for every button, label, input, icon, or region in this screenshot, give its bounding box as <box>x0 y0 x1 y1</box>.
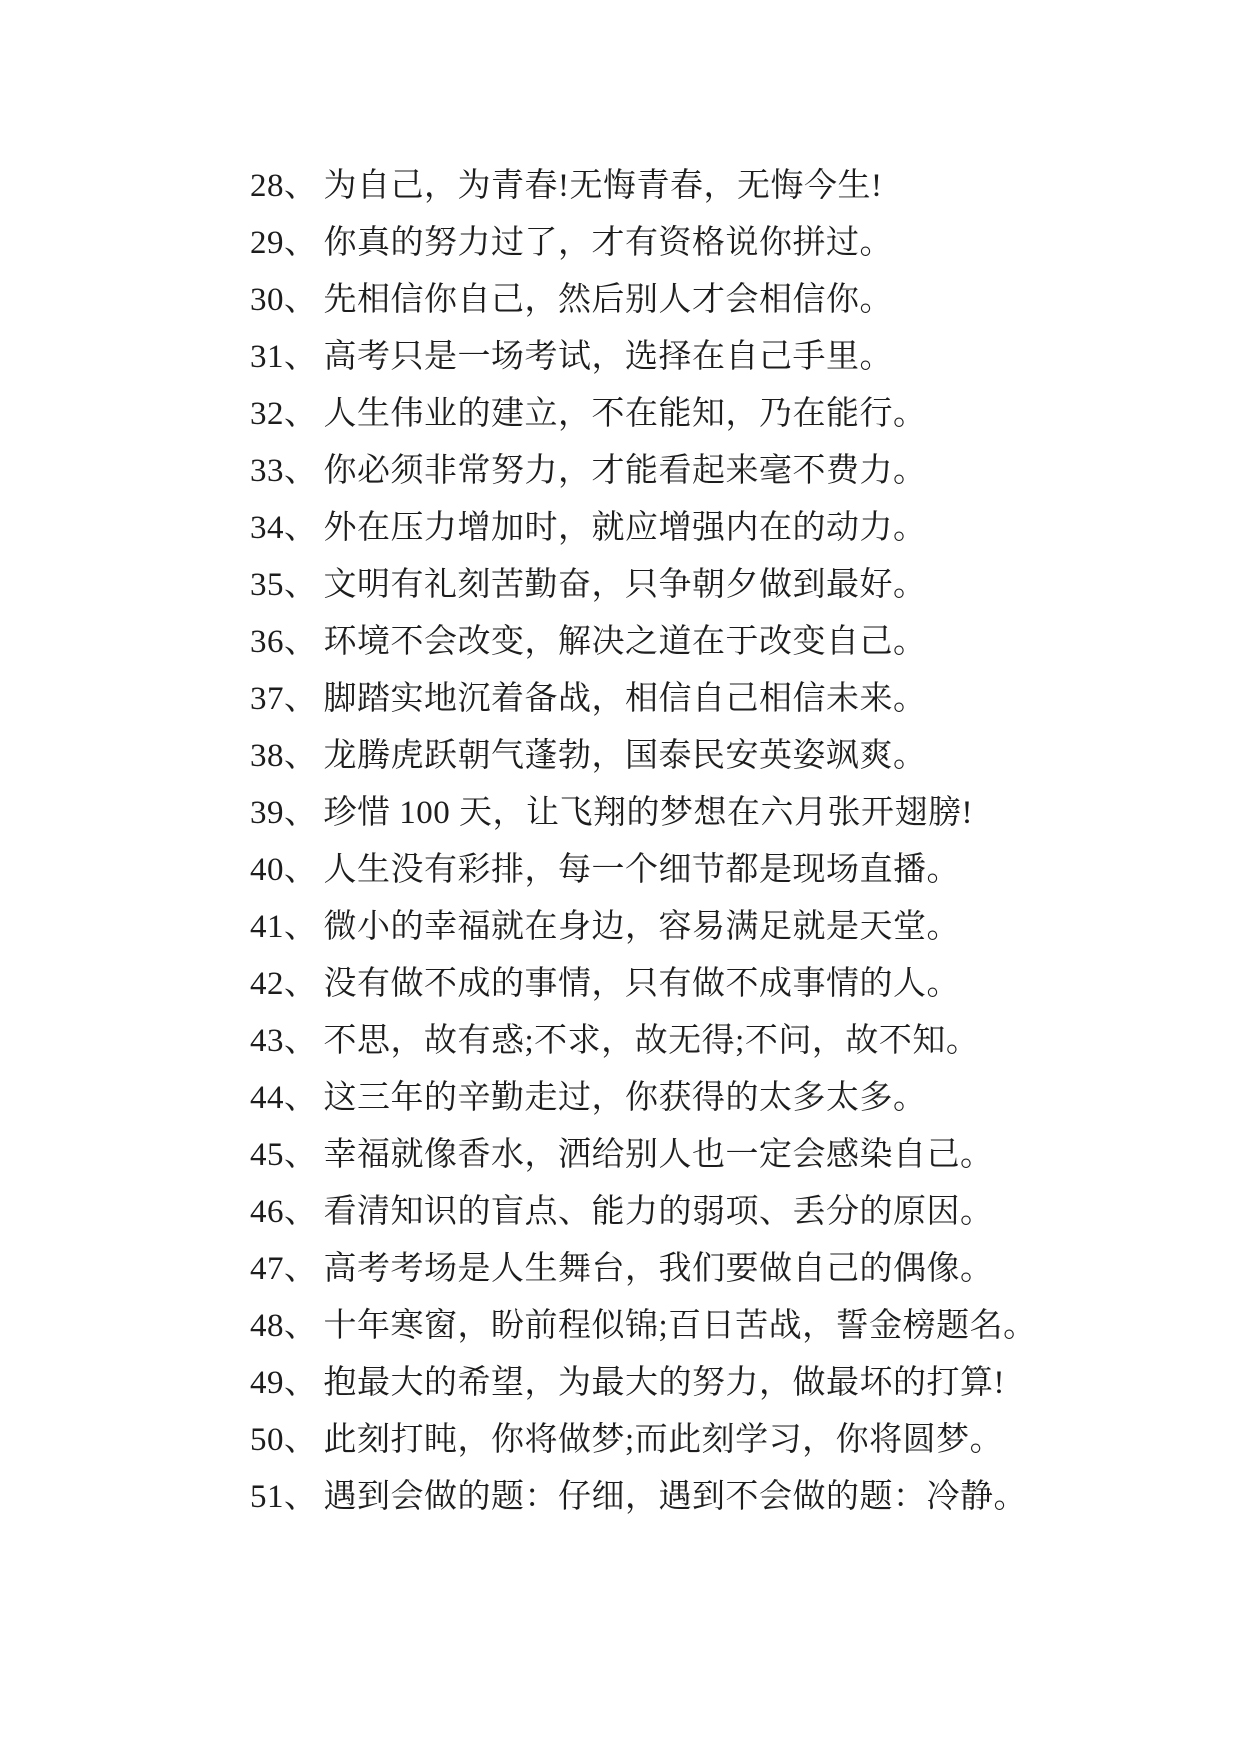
item-number: 45、 <box>250 1137 318 1173</box>
item-text: 先相信你自己，然后别人才会相信你。 <box>323 282 893 318</box>
list-item <box>250 1412 1121 1469</box>
item-number: 44、 <box>250 1080 318 1116</box>
list-item <box>250 1469 1121 1526</box>
list-item <box>250 1070 1121 1127</box>
item-number: 29、 <box>250 225 318 261</box>
item-number: 50、 <box>250 1422 318 1458</box>
item-number: 34、 <box>250 510 318 546</box>
item-text: 高考考场是人生舞台，我们要做自己的偶像。 <box>323 1251 994 1287</box>
item-number: 28、 <box>250 168 318 204</box>
list-item <box>250 272 1121 329</box>
item-text: 抱最大的希望，为最大的努力，做最坏的打算! <box>323 1365 1005 1401</box>
list-item <box>250 1355 1121 1412</box>
list-item <box>250 671 1121 728</box>
list-item <box>250 329 1121 386</box>
item-text: 幸福就像香水，洒给别人也一定会感染自己。 <box>323 1137 994 1173</box>
item-number: 35、 <box>250 567 318 603</box>
item-number: 49、 <box>250 1365 318 1401</box>
item-text: 此刻打盹，你将做梦;而此刻学习，你将圆梦。 <box>323 1422 1004 1458</box>
item-text: 你必须非常努力，才能看起来毫不费力。 <box>323 453 927 489</box>
item-text: 遇到会做的题：仔细，遇到不会做的题：冷静。 <box>323 1479 1027 1515</box>
list-item <box>250 785 1121 842</box>
item-number: 48、 <box>250 1308 318 1344</box>
item-text: 外在压力增加时，就应增强内在的动力。 <box>323 510 927 546</box>
item-text: 龙腾虎跃朝气蓬勃，国泰民安英姿飒爽。 <box>323 738 927 774</box>
item-number: 30、 <box>250 282 318 318</box>
list-item <box>250 842 1121 899</box>
item-number: 36、 <box>250 624 318 660</box>
list-item <box>250 956 1121 1013</box>
item-text: 这三年的辛勤走过，你获得的太多太多。 <box>323 1080 927 1116</box>
item-number: 38、 <box>250 738 318 774</box>
quote-list <box>250 158 1121 1526</box>
item-text: 高考只是一场考试，选择在自己手里。 <box>323 339 893 375</box>
list-item <box>250 158 1121 215</box>
item-text: 环境不会改变，解决之道在于改变自己。 <box>323 624 927 660</box>
item-text: 文明有礼刻苦勤奋，只争朝夕做到最好。 <box>323 567 927 603</box>
list-item <box>250 500 1121 557</box>
item-number: 31、 <box>250 339 318 375</box>
list-item <box>250 1298 1121 1355</box>
item-text: 人生伟业的建立，不在能知，乃在能行。 <box>323 396 927 432</box>
item-text: 看清知识的盲点、能力的弱项、丢分的原因。 <box>323 1194 994 1230</box>
item-text: 没有做不成的事情，只有做不成事情的人。 <box>323 966 960 1002</box>
item-number: 39、 <box>250 795 318 831</box>
item-text: 微小的幸福就在身边，容易满足就是天堂。 <box>323 909 960 945</box>
item-number: 41、 <box>250 909 318 945</box>
list-item <box>250 1127 1121 1184</box>
item-number: 40、 <box>250 852 318 888</box>
list-item <box>250 215 1121 272</box>
item-number: 46、 <box>250 1194 318 1230</box>
item-number: 43、 <box>250 1023 318 1059</box>
list-item <box>250 728 1121 785</box>
list-item <box>250 386 1121 443</box>
list-item <box>250 899 1121 956</box>
item-number: 42、 <box>250 966 318 1002</box>
item-text: 你真的努力过了，才有资格说你拼过。 <box>323 225 893 261</box>
item-text: 人生没有彩排，每一个细节都是现场直播。 <box>323 852 960 888</box>
item-text: 十年寒窗，盼前程似锦;百日苦战，誓金榜题名。 <box>323 1308 1037 1344</box>
item-number: 51、 <box>250 1479 318 1515</box>
list-item <box>250 1184 1121 1241</box>
list-item <box>250 1241 1121 1298</box>
item-number: 37、 <box>250 681 318 717</box>
item-number: 33、 <box>250 453 318 489</box>
item-text: 脚踏实地沉着备战，相信自己相信未来。 <box>323 681 927 717</box>
list-item <box>250 557 1121 614</box>
item-number: 32、 <box>250 396 318 432</box>
list-item <box>250 614 1121 671</box>
item-text: 为自己，为青春!无悔青春，无悔今生! <box>323 168 883 204</box>
list-item <box>250 1013 1121 1070</box>
item-text: 珍惜 100 天，让飞翔的梦想在六月张开翅膀! <box>323 795 973 831</box>
item-text: 不思，故有惑;不求，故无得;不问，故不知。 <box>323 1023 980 1059</box>
list-item <box>250 443 1121 500</box>
item-number: 47、 <box>250 1251 318 1287</box>
